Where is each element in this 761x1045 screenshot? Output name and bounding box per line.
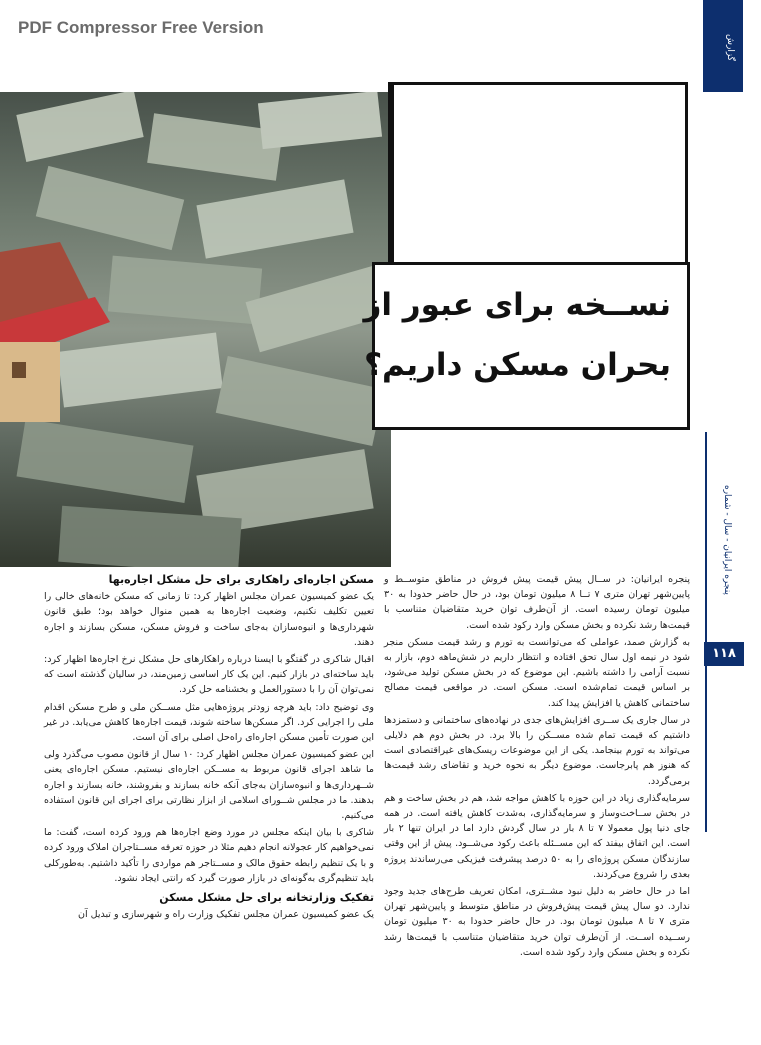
page-number: ۱۱۸ [704,642,744,666]
paragraph: اقبال شاکری در گفتگو با ایسنا درباره راهکارهای حل مشکل نرخ اجاره‌ها اظهار کرد: باید ساخته‌ای در بازار کنیم. این یک کار اساسی زمین‌مند، در سالیان گذشته است که نمی‌توان آن را با دستورالعمل و بخشنامه حل کرد. [44,654,374,696]
issue-meta: پنجره ایرانیان - سال - شماره [722,485,732,595]
cover-photo [0,92,391,567]
frame-left-rule [388,82,394,264]
article-column-left [44,572,374,972]
paragraph: سرمایه‌گذاری زیاد در این حوزه با کاهش مواجه شد، هم در بخش ساخت و هم در بخش ســاخت‌وساز و سرمایه‌گذاری، به‌شدت کاهش یافته است. در همه جای دنیا پول معمولا ۷ تا ۸ بار در سال گردش دارد اما در ایران تنها ۲ بار است. این اتفاق بیفتد که این مســئله باعث رکود می‌شــود. پیش از این وقتی سازندگان مسکن پروژه‌ای را به ۵۰ درصد پیشرفت فیزیکی می‌رساندند پروژه بعدی را شروع می‌کردند. [384,792,690,880]
headline-box [363,262,690,430]
frame-top-rule [388,82,688,85]
paragraph: این عضو کمیسیون عمران مجلس اظهار کرد: ۱۰ سال از قانون مصوب می‌گذرد ولی ما شاهد اجرای قانون مربوط به مســکن اجاره‌ای نیستیم. مسکن اجاره‌ای یعنی شــهرداری‌ها و انبوه‌سازان به‌جای آنکه خانه بسازند و بفروشند، خانه بسازند و اجاره بدهند. ما در مجلس شــورای اسلامی از ابزار نظارتی برای اجرای این قانون استفاده می‌کنیم. [44,749,374,822]
section-rubric [703,0,743,92]
frame-right-rule [685,82,688,264]
paragraph: یک عضو کمیسیون عمران مجلس اظهار کرد: تا زمانی که مسکن خانه‌های خالی را تعیین تکلیف نکنیم، وضعیت اجاره‌ها به همین منوال خواهد بود؛ طبق قانون شهرداری‌ها و انبوه‌سازان به‌جای ساخت و فروش مسکن، مسکن بسازند و اجاره دهند. [44,591,374,648]
side-rule [705,432,707,832]
paragraph: یک عضو کمیسیون عمران مجلس تفکیک وزارت راه و شهرسازی و تبدیل آن [77,909,374,921]
article-column-right [384,572,690,962]
paragraph: پنجره ایرانیان: در ســال پیش قیمت پیش فروش در مناطق متوســط و پایین‌شهر تهران متری ۷ تــا ۸ میلیون تومان بود، در حال حاضر حدودا به ۳۰ میلیون تومان رسیده است. از آن‌طرف توان خرید متقاضیان متناسب با قیمت‌ها رشد نکرده و بخش مسکن وارد رکود شده است. [384,574,690,631]
rubric-label: گزارش [725,34,735,62]
section-heading: تفکیک وزارتخانه برای حل مشکل مسکن [159,891,374,905]
headline-line-1: نســخه برای عبور از [363,287,671,323]
paragraph: وی توضیح داد: باید هرچه زودتر پروژه‌هایی مثل مســکن ملی و طرح مسکن اقدام ملی را اجرایی کرد. اگر مسکن‌ها ساخته شوند، قیمت اجاره‌ها کاهش می‌یابد. در غیر این صورت تأمین مسکن اجاره‌ای راه‌حل اصلی برای آن است. [44,701,374,744]
paragraph: به گزارش صمد، عواملی که می‌توانست به تورم و رشد قیمت مسکن منجر شود در نیمه اول سال تحق افتاده و انتظار داریم در شش‌ماهه دوم، بازار به نسبت آرامی را داشته باشیم. این موضوع که در بخش مسکن تولید می‌شود، بر اساس قیمت تمام‌شده است. مسکن است. در مواقعی قیمت مصالح ساختمانی کاهش یا افزایش پیدا کند. [384,636,690,709]
paragraph: شاکری با بیان اینکه مجلس در مورد وضع اجاره‌ها هم ورود کرده است، گفت: ما نمی‌خواهیم کار عجولانه انجام دهیم مثلا در حوزه تعرفه مســتاجران املاک ورود کرده و با یک تنظیم رابطه حقوق مالک و مســتاجر هم مواردی را تأکید داشتیم. به‌طورکلی باید تنظیم‌گری به‌گونه‌ای در بازار صورت گیرد که رانتی ایجاد نشود. [44,827,374,884]
paragraph: در سال جاری یک ســری افزایش‌های جدی در نهاده‌های ساختمانی و دستمزدها داشتیم که قیمت تمام شده مســکن را بالا برد. در بخش دوم هم دلایلی می‌تواند به تورم بینجامد. یکی از این موضوعات ریسک‌های غیراقتصادی است که هنوز هم پابرجاست. موضوع دیگر به نحوه خرید و تقاضای رشد قیمت‌ها برمی‌گردد. [384,714,690,787]
section-heading: مسکن اجاره‌ای راهکاری برای حل مشکل اجاره‌بها [108,573,374,586]
paragraph: اما در حال حاضر به دلیل نبود مشــتری، امکان تعریف طرح‌های جدید وجود ندارد. دو سال پیش قیمت پیش‌فروش در مناطق متوسط و پایین‌شهر تهران متری ۷ تا ۸ میلیون تومان بود. در حال حاضر حدودا به ۳۰ میلیون تومان رســیده اســت. از آن‌طرف توان خرید متقاضیان متناسب با قیمت‌ها رشد نکرده و بخش مسکن وارد رکود شده است. [384,886,691,958]
money-house-illustration [0,92,391,567]
headline-line-2: بحران مسکن داریم؟ [364,347,671,383]
watermark-text: PDF Compressor Free Version [18,18,264,37]
